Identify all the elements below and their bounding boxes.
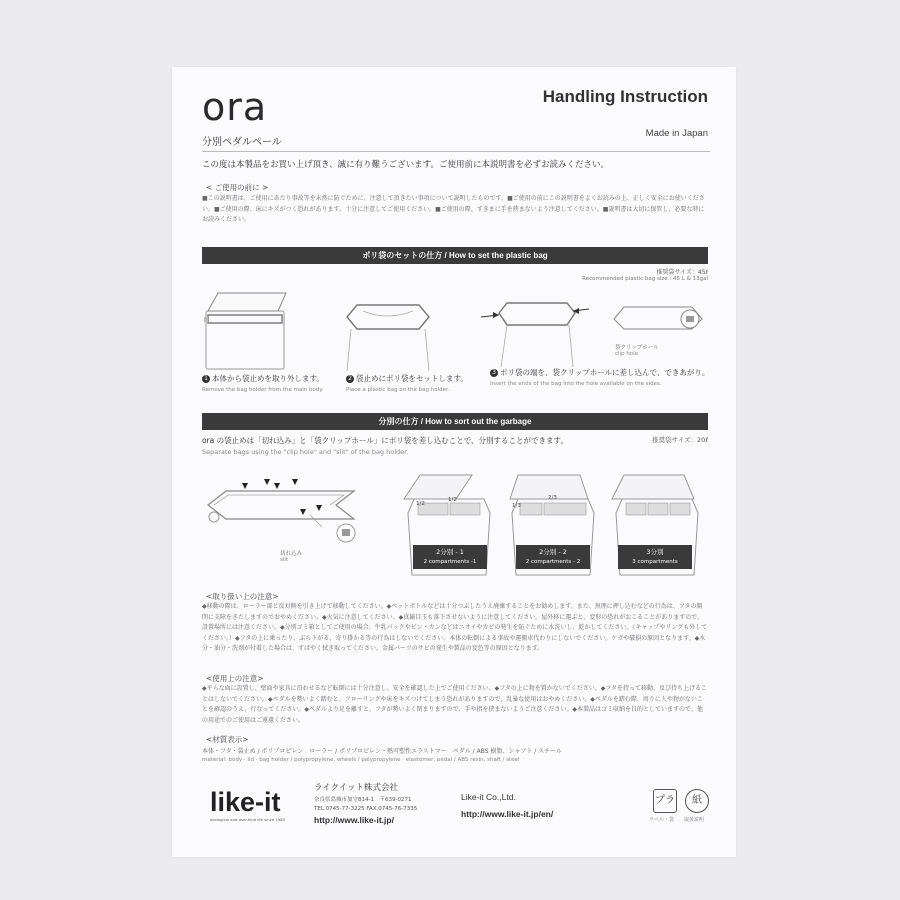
rec-size-20: 推奨袋サイズ：20ℓ xyxy=(652,436,708,444)
fraction-label: 1/3 xyxy=(512,503,521,509)
rec-size-45-en: Recommended plastic bag size : 45 L & 13gal xyxy=(582,276,708,282)
document-title: Handling Instruction xyxy=(542,87,708,106)
rec-size-45: 推奨袋サイズ：45ℓ xyxy=(656,269,708,276)
label-3-compartments xyxy=(618,545,692,569)
step-1-jp: 本体から袋止めを取り外します。 xyxy=(212,374,324,383)
option-label-jp: 3分別 xyxy=(646,548,664,556)
plastic-recycle-icon: プラ xyxy=(653,789,677,813)
option-label-en: 2 compartments -1 xyxy=(423,559,477,565)
option-label-jp: 2分別 - 1 xyxy=(436,548,464,556)
step-3-en: Insert the ends of the bag into the hole available on the sides. xyxy=(490,381,662,387)
greeting-text: この度は本製品をお買い上げ頂き、誠に有り難うございます。ご使用前に本説明書を必ずお読みください。 xyxy=(202,160,609,170)
recycle-paper-label: 取扱説明 xyxy=(684,817,705,823)
handling-text: ◆移動の際は、ローラー部と反対側を引き上げて移動してください。◆ペットボトルなどは十分つぶしたうえ廃棄することをお勧めします。また、無理に押し込むなどの行為は、フタの開閉に支障をきたしますのでおやめください。◆火気に注意してください。◆真鍮目玉も落下させないように注意してください。屋外移に運ぶと、変形の恐れがおこることがありますので、設置場所には注意ください。◆分別ゴミ箱としてご使用の場合、牛乳パックやビン・カンなどはニオイやカビの発生を防ぐために水洗いし、乾かしてください。（キャップやリングも外してください。）◆フタの上に乗ったり、ぶら下がる、寄り掛かる等の行為はしないでください。本体の転倒による事故や運搬車代わりにしないでください。ケガや破損の原因となります。◆水分・油分・洗剤が付着した場合は、すばやく拭き取ってください。金属パーツのサビの発生や製品の変色等の原因となります。 xyxy=(202,603,708,652)
handling-heading: <取り扱い上の注意> xyxy=(206,592,279,601)
fraction-label: 1/2 xyxy=(448,497,457,503)
brand-tagline: ecological and user-kind life since 1983 xyxy=(210,817,286,822)
option-label-jp: 2分別 - 2 xyxy=(539,548,567,556)
illustration-clip-hole-detail xyxy=(612,297,707,339)
step-2-en: Place a plastic bag on the bag holder. xyxy=(346,387,450,393)
made-in-label: Made in Japan xyxy=(645,128,708,139)
before-use-heading: < ご使用の前に > xyxy=(206,183,269,192)
materials-heading: <材質表示> xyxy=(206,735,249,744)
step-1 xyxy=(202,373,342,393)
illustration-remove-holder xyxy=(202,289,292,371)
company-tel: TEL.0745-77-3225 FAX.0745-76-7335 xyxy=(314,806,418,812)
company-name-jp: ライクイット株式会社 xyxy=(314,783,398,793)
recycle-plastic-label: ラベル・袋 xyxy=(649,817,675,823)
before-use-text: ■この説明書は、ご使用にあたり事故等を未然に防ぐために、注意して頂きたい事項について説明したものです。■ご使用の前にこの説明書をよくお読みの上、正しく安全にお使いください。■ご使用の際、床にキズがつく恐れがあります。十分に注意してご使用ください。■ご使用の際、すきまに手を挟まないよう注意してください。■説明書は大切に保管し、必要な時にお読みください。 xyxy=(202,195,705,223)
materials-en: material: body · lid · bag holder / polypropylene, wheels / polypropylene · elastomer, pedal / ABS resin, shaft / steel xyxy=(202,757,520,763)
step-2 xyxy=(346,373,486,393)
company-name-en: Like-it Co.,Ltd. xyxy=(461,792,516,802)
clip-hole-label-jp: 袋クリップホール xyxy=(615,345,659,351)
slit-label-jp: 切れ込み xyxy=(280,551,303,557)
instruction-sheet xyxy=(172,67,736,857)
paper-recycle-icon: 紙 xyxy=(685,789,709,813)
step-number: 1 xyxy=(202,375,210,383)
option-label-en: 3 compartments xyxy=(632,559,678,565)
label-2-compartments-2 xyxy=(516,545,590,569)
usage-text: ◆平らな面に設置し、壁面や家具に沿わせるなど転倒には十分注意し、安全を確認した上でご使用ください。◆フタの上に物を置かないでください。◆フタを持って移動、及び持ち上げることはしないでください。◆ペダルを勢いよく踏むと、フローリングや床をキズつけてしまう恐れがありますので、乱暴な使用はおやめください。◆ペダルを踏む際、周りに人や物がないことを確認のうえ、行なってください。◆ペダルより足を離すと、フタが勢いよく閉まりますので、手や指を挟まないようご注意ください。◆本製品はゴミ収納を目的としていますので、他の用途でのご使用はご遠慮ください。 xyxy=(202,685,708,724)
step-number: 2 xyxy=(346,375,354,383)
clip-hole-label-en: clip hole xyxy=(615,351,639,357)
step-3-jp: ポリ袋の端を、袋クリップホールに差し込んで、できあがり。 xyxy=(500,368,710,377)
sort-desc-en: Separate bags using the "clip hole" and "slit" of the bag holder. xyxy=(202,448,409,456)
illustration-bag-holder-slits xyxy=(204,475,384,555)
website-link-jp[interactable]: http://www.like-it.jp/ xyxy=(314,815,394,825)
step-1-en: Remove the bag holder from the main body. xyxy=(202,387,324,393)
fraction-label: 1/2 xyxy=(416,501,425,507)
ora-logo: ora xyxy=(202,85,268,129)
fraction-label: 2/3 xyxy=(548,495,557,501)
illustration-insert-bag-ends xyxy=(477,295,587,370)
label-2-compartments-1 xyxy=(413,545,487,569)
product-name: 分別ペダルペール xyxy=(202,137,282,148)
section-set-bag-bar: ポリ袋のセットの仕方 / How to set the plastic bag xyxy=(202,247,708,264)
materials-jp: 本体・フタ・袋止め / ポリプロピレン ローラー / ポリプロピレン・熱可塑性エラストマー ペダル / ABS 樹脂、シャフト / スチール xyxy=(202,748,562,755)
slit-label-en: slit xyxy=(280,557,289,563)
illustration-place-bag xyxy=(337,299,437,374)
company-address: 奈良県葛城市加守814-1 〒639-0271 xyxy=(314,797,412,803)
usage-heading: <使用上の注意> xyxy=(206,674,264,683)
like-it-logo: like-it xyxy=(210,787,281,817)
step-3 xyxy=(490,367,710,387)
option-label-en: 2 compartments - 2 xyxy=(525,559,581,565)
section-sort-bar: 分別の仕方 / How to sort out the garbage xyxy=(202,413,708,430)
sort-desc-jp: ora の袋止めは「切れ込み」と「袋クリップホール」にポリ袋を差し込むことで、分別することができます。 xyxy=(202,436,568,445)
step-number: 3 xyxy=(490,369,498,377)
website-link-en[interactable]: http://www.like-it.jp/en/ xyxy=(461,809,554,819)
step-2-jp: 袋止めにポリ袋をセットします。 xyxy=(356,374,468,383)
header-divider xyxy=(202,151,710,152)
